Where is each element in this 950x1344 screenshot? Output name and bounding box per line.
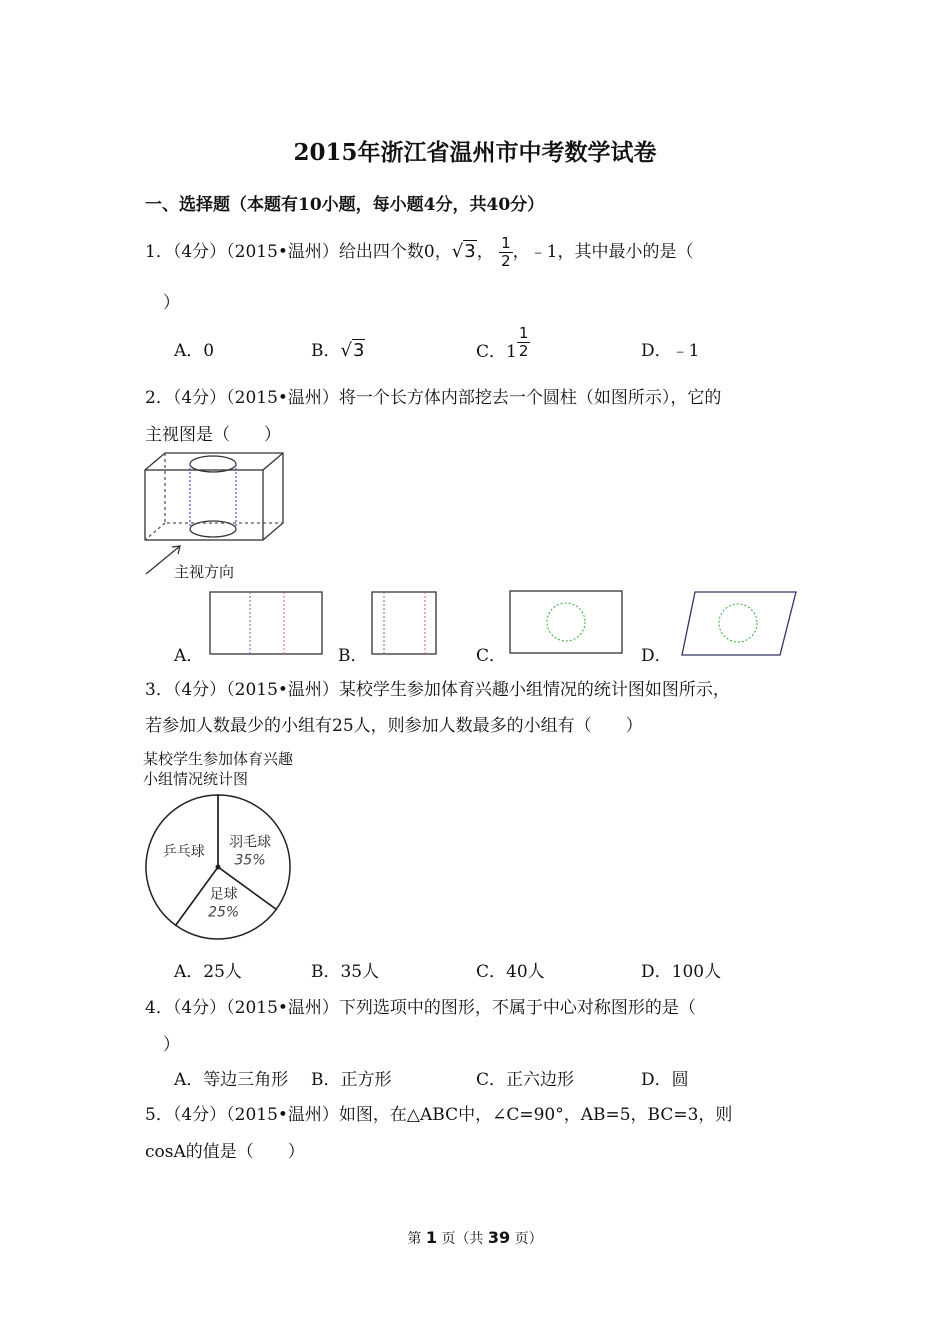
q1-option-b-label: B． — [311, 341, 341, 361]
sqrt-3-radicand: 3 — [464, 241, 476, 262]
question-5-line2: cosA的值是（ ） — [145, 1142, 305, 1162]
q1-close-paren: ） — [163, 293, 180, 313]
figure-caption: 主视方向 — [174, 563, 235, 581]
question-3-line1: 3．（4分）（2015•温州）某校学生参加体育兴趣小组情况的统计图如图所示， — [145, 680, 730, 700]
mixed-fraction — [517, 326, 531, 359]
q2-option-a-figure — [208, 590, 326, 658]
q1-option-c — [476, 324, 530, 362]
q2-option-d-label: D． — [641, 646, 672, 666]
sqrt-3: √3 — [451, 241, 476, 262]
question-4-line1: 4．（4分）（2015•温州）下列选项中的图形，不属于中心对称图形的是（ — [145, 998, 696, 1018]
slice-label-pingpong: 乒乓球 — [162, 843, 205, 860]
q1-option-d: D．﹣1 — [641, 341, 700, 361]
fraction-one-half — [499, 236, 513, 269]
slice-label-football: 足球 — [209, 886, 238, 903]
q4-close-paren: ） — [163, 1035, 180, 1055]
slice-value-football: 25% — [208, 904, 240, 921]
question-1-stem: 1．（4分）（2015•温州）给出四个数0，√3， $\frac{1}{2}$ ，﹣1，其中最小的是（ — [145, 234, 694, 270]
q1-option-a: A．0 — [174, 341, 215, 361]
sqrt-3-b: √3 — [340, 340, 365, 361]
page-footer — [0, 1228, 950, 1248]
q4-option-b: B．正方形 — [311, 1070, 392, 1090]
q2-option-b-figure — [370, 590, 440, 658]
mixed-fraction-denominator: 2 — [518, 342, 529, 360]
cylinder-bottom-ellipse — [190, 521, 236, 537]
chart-title-line2: 小组情况统计图 — [143, 770, 249, 788]
cuboid-hidden-diagonal — [145, 523, 165, 540]
question-5-line1: 5．（4分）（2015•温州）如图，在△ABC中，∠C=90°，AB=5，BC=3，则 — [145, 1105, 733, 1125]
q4-option-c: C．正六边形 — [476, 1070, 575, 1090]
chart-title-line1: 某校学生参加体育兴趣 — [143, 750, 294, 768]
footer-post: 页） — [514, 1231, 543, 1247]
q2-option-a-label: A． — [174, 646, 204, 666]
pie-chart — [143, 792, 298, 952]
footer-total-pages: 39 — [487, 1228, 511, 1247]
pie-center-dot — [216, 865, 221, 870]
q1-option-c-label: C．1 — [476, 342, 517, 362]
q2-option-c-label: C． — [476, 646, 507, 666]
pie-slice-football — [176, 867, 277, 939]
q1-option-b — [311, 336, 365, 361]
sqrt-3-b-radicand: 3 — [352, 340, 365, 361]
q3-option-d: D．100人 — [641, 962, 722, 982]
q3-option-b: B．35人 — [311, 962, 380, 982]
footer-pre: 第 — [407, 1231, 422, 1247]
mixed-fraction-numerator: 1 — [518, 324, 529, 342]
q2-option-d-figure — [680, 589, 800, 659]
footer-mid: 页（共 — [441, 1231, 484, 1247]
question-2-line2: 主视图是（ ） — [145, 425, 281, 445]
cuboid-top-right-edge — [263, 453, 283, 470]
fraction-numerator: 1 — [501, 234, 511, 252]
slice-value-badminton: 35% — [234, 852, 266, 869]
q3-option-c: C．40人 — [476, 962, 545, 982]
question-2-line1: 2．（4分）（2015•温州）将一个长方体内部挖去一个圆柱（如图所示），它的 — [145, 388, 722, 408]
section-heading: 一、选择题（本题有10小题，每小题4分，共40分） — [145, 195, 545, 215]
question-3-line2: 若参加人数最少的小组有25人，则参加人数最多的小组有（ ） — [145, 716, 643, 736]
slice-label-badminton: 羽毛球 — [229, 834, 272, 851]
cuboid-hidden-edges — [165, 453, 283, 523]
q3-option-a: A．25人 — [174, 962, 242, 982]
q4-option-a: A．等边三角形 — [174, 1070, 289, 1090]
footer-page-number: 1 — [425, 1228, 437, 1247]
cuboid-back-edges — [145, 453, 283, 540]
q2-option-c-figure — [508, 589, 626, 657]
q1-prefix: 1．（4分）（2015•温州）给出四个数0， — [145, 242, 452, 262]
q2-option-b-label: B． — [338, 646, 368, 666]
page-title: 2015年浙江省温州市中考数学试卷 — [293, 139, 657, 166]
q1-suffix: ，﹣1，其中最小的是（ — [512, 242, 694, 262]
fraction-denominator: 2 — [501, 252, 511, 270]
cuboid-front-face — [145, 470, 263, 540]
q4-option-d: D．圆 — [641, 1070, 689, 1090]
